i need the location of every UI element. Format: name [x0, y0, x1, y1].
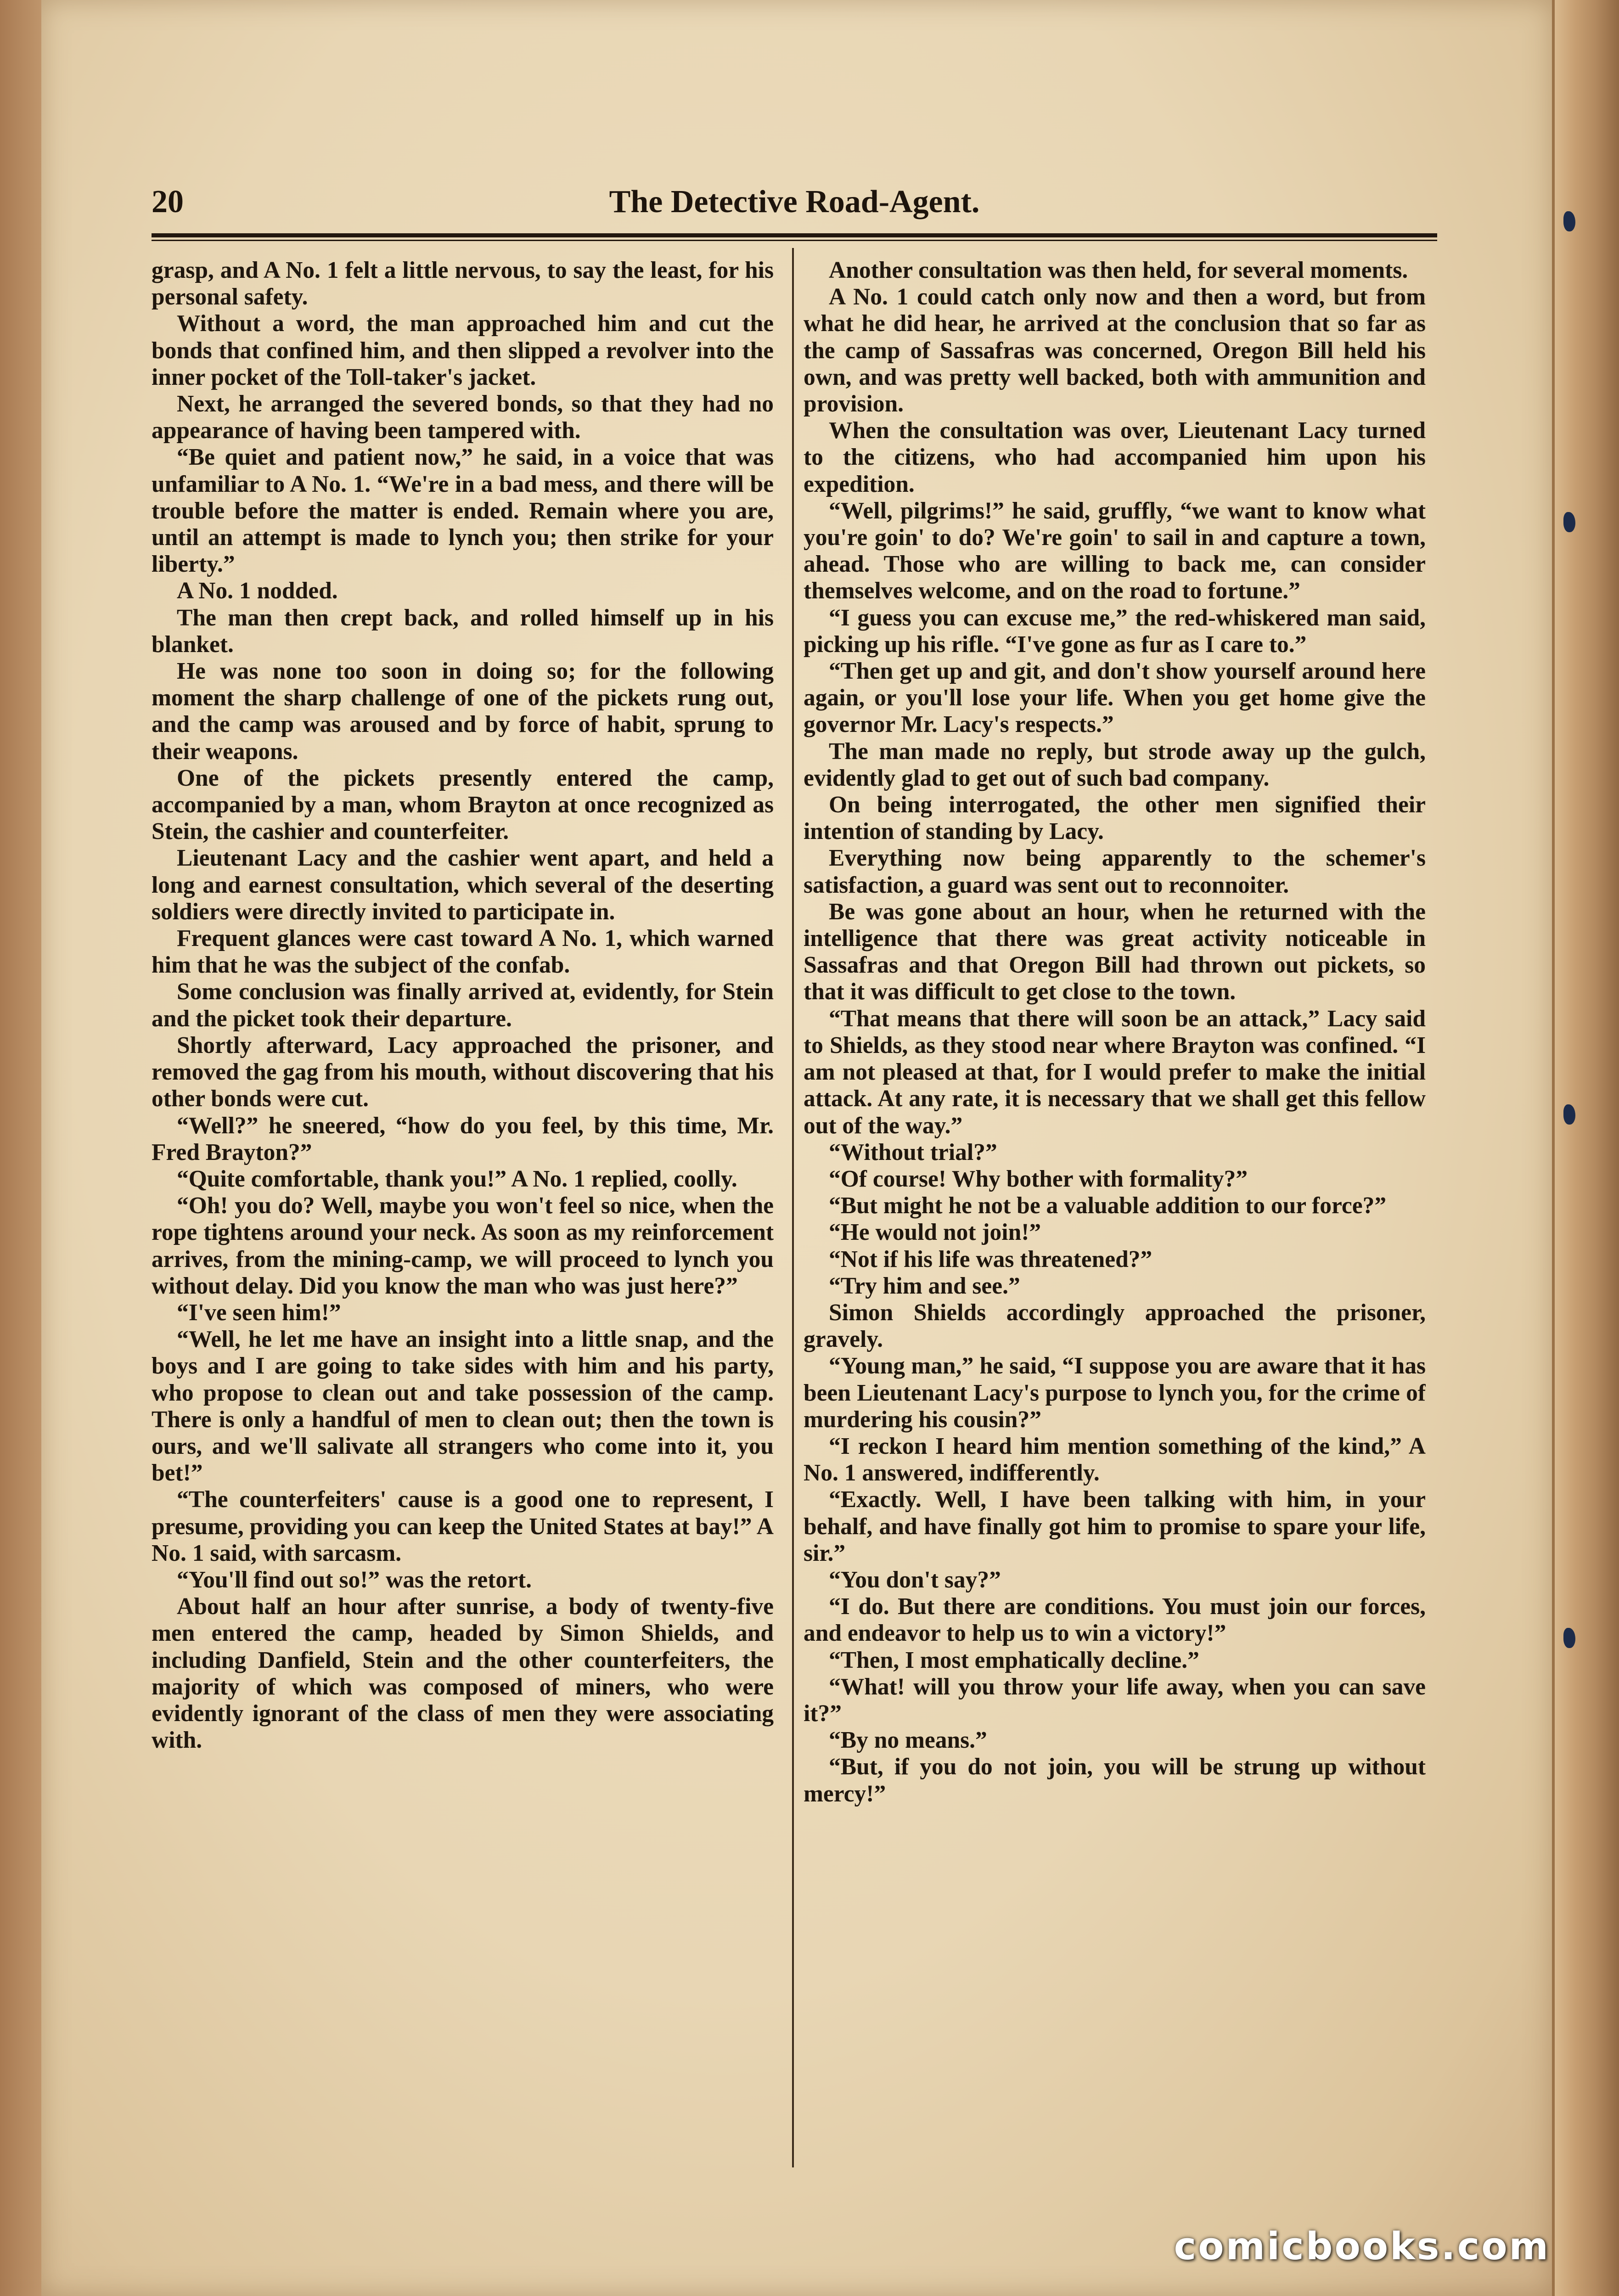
paragraph: “Well?” he sneered, “how do you feel, by this time, Mr. Fred Brayton?” [152, 1112, 774, 1165]
paragraph: “Then, I most emphatically decline.” [829, 1647, 1199, 1673]
paragraph: On being interrogated, the other men signified their intention of standing by Lacy. [804, 792, 1426, 845]
paragraph: “Try him and see.” [829, 1272, 1020, 1299]
paragraph: “I do. But there are conditions. You must join our forces, and endeavor to help us to win a victory!” [804, 1593, 1426, 1647]
binding-stitch [1563, 1628, 1575, 1648]
paragraph: “Young man,” he said, “I suppose you are aware that it has been Lieutenant Lacy's purpose to lynch you, for the crime of murdering his cousin?” [804, 1353, 1426, 1433]
paragraph: “He would not join!” [829, 1219, 1041, 1246]
paragraph: “Well, he let me have an insight into a little snap, and the boys and I are going to take sides with him and his party, who propose to clean out and take possession of the camp. There is only a handful of men to clean out; then the town is ours, and we'll salivate all strangers who come into it, you bet!” [152, 1326, 774, 1486]
paragraph: The man then crept back, and rolled himself up in his blanket. [152, 604, 774, 658]
paragraph: “Without trial?” [829, 1139, 997, 1165]
paragraph: “What! will you throw your life away, when you can save it?” [804, 1673, 1426, 1727]
paragraph: Another consultation was then held, for several moments. [829, 257, 1408, 283]
paragraph: When the consultation was over, Lieutenant Lacy turned to the citizens, who had accompanied him upon his expedition. [804, 417, 1426, 497]
paragraph: “By no means.” [829, 1727, 987, 1754]
paragraph: “I've seen him!” [177, 1299, 341, 1326]
right-column [804, 257, 1426, 2167]
paragraph: “The counterfeiters' cause is a good one to represent, I presume, providing you can keep the United States at bay!” A No. 1 said, with sarcasm. [152, 1486, 774, 1566]
paragraph: “I guess you can excuse me,” the red-whiskered man said, picking up his rifle. “I've gone as fur as I care to.” [804, 604, 1426, 658]
paragraph: A No. 1 nodded. [177, 578, 338, 604]
book-spine [1552, 0, 1619, 2296]
left-column [152, 257, 774, 2167]
paragraph: A No. 1 could catch only now and then a word, but from what he did hear, he arrived at the conclusion that so far as the camp of Sassafras was concerned, Oregon Bill held his own, and was pretty well backed, both with ammunition and provision. [804, 284, 1426, 417]
paragraph: Shortly afterward, Lacy approached the prisoner, and removed the gag from his mouth, without discovering that his other bonds were cut. [152, 1032, 774, 1112]
paragraph: Lieutenant Lacy and the cashier went apart, and held a long and earnest consultation, which several of the deserting soldiers were directly invited to participate in. [152, 845, 774, 925]
site-watermark: comicbooks.com [1174, 2225, 1550, 2268]
paragraph: “You'll find out so!” was the retort. [177, 1566, 532, 1593]
paragraph: “Be quiet and patient now,” he said, in a voice that was unfamiliar to A No. 1. “We're in a bad mess, and there will be trouble before the matter is ended. Remain where you are, until an attempt is made to lynch you; then strike for your liberty.” [152, 444, 774, 578]
paragraph: “Then get up and git, and don't show yourself around here again, or you'll lose your life. When you get home give the governor Mr. Lacy's respects.” [804, 658, 1426, 738]
paragraph: Everything now being apparently to the schemer's satisfaction, a guard was sent out to reconnoiter. [804, 845, 1426, 898]
paragraph: “Quite comfortable, thank you!” A No. 1 replied, coolly. [177, 1165, 737, 1192]
paragraph: The man made no reply, but strode away up the gulch, evidently glad to get out of such bad company. [804, 738, 1426, 791]
page-header [152, 179, 1437, 230]
paragraph: Without a word, the man approached him and cut the bonds that confined him, and then slipped a revolver into the inner pocket of the Toll-taker's jacket. [152, 310, 774, 390]
binding-stitch [1563, 512, 1575, 532]
header-rule-thin [152, 240, 1437, 241]
paragraph: grasp, and A No. 1 felt a little nervous, to say the least, for his personal safety. [152, 257, 774, 310]
paragraph: “I reckon I heard him mention something of the kind,” A No. 1 answered, indifferently. [804, 1433, 1426, 1486]
paragraph: He was none too soon in doing so; for the following moment the sharp challenge of one of the pickets rung out, and the camp was aroused and by force of habit, sprung to their weapons. [152, 658, 774, 765]
paragraph: “Well, pilgrims!” he said, gruffly, “we want to know what you're goin' to do? We're goin' to sail in and capture a town, ahead. Those who are willing to back me, can consider themselves welcome, and on the road to fortune.” [804, 497, 1426, 604]
paragraph: Simon Shields accordingly approached the prisoner, gravely. [804, 1299, 1426, 1353]
paragraph: “Oh! you do? Well, maybe you won't feel so nice, when the rope tightens around your neck. As soon as my reinforcement arrives, from the mining-camp, we will proceed to lynch you without delay. Did you know the man who was just here?” [152, 1193, 774, 1299]
paragraph: Frequent glances were cast toward A No. 1, which warned him that he was the subject of the confab. [152, 925, 774, 979]
paragraph: One of the pickets presently entered the camp, accompanied by a man, whom Brayton at once recognized as Stein, the cashier and counterfeiter. [152, 765, 774, 845]
paragraph: “But, if you do not join, you will be strung up without mercy!” [804, 1754, 1426, 1807]
binding-stitch [1563, 1104, 1575, 1125]
page-number: 20 [152, 184, 184, 219]
paragraph: “Of course! Why bother with formality?” [829, 1165, 1248, 1192]
column-divider [792, 248, 794, 2167]
paragraph: Be was gone about an hour, when he returned with the intelligence that there was great activity noticeable in Sassafras and that Oregon Bill had thrown out pickets, so that it was difficult to get close to the town. [804, 898, 1426, 1005]
paragraph: “But might he not be a valuable addition to our force?” [829, 1193, 1387, 1219]
binding-stitch [1563, 211, 1575, 231]
paragraph: Next, he arranged the severed bonds, so that they had no appearance of having been tampered with. [152, 391, 774, 444]
paragraph: “Exactly. Well, I have been talking with him, in your behalf, and have finally got him to promise to spare your life, sir.” [804, 1486, 1426, 1566]
paragraph: “Not if his life was threatened?” [829, 1246, 1152, 1272]
paragraph: About half an hour after sunrise, a body of twenty-five men entered the camp, headed by Simon Shields, and including Danfield, Stein and the other counterfeiters, the majority of which was composed of miners, who were evidently ignorant of the class of men they were associating with. [152, 1593, 774, 1754]
paragraph: Some conclusion was finally arrived at, evidently, for Stein and the picket took their departure. [152, 979, 774, 1032]
paragraph: “You don't say?” [829, 1566, 1001, 1593]
header-rule [152, 233, 1437, 237]
running-title: The Detective Road-Agent. [609, 184, 980, 219]
paragraph: “That means that there will soon be an attack,” Lacy said to Shields, as they stood near where Brayton was confined. “I am not pleased at that, for I would prefer to make the initial attack. At any rate, it is necessary that we shall get this fellow out of the way.” [804, 1005, 1426, 1139]
